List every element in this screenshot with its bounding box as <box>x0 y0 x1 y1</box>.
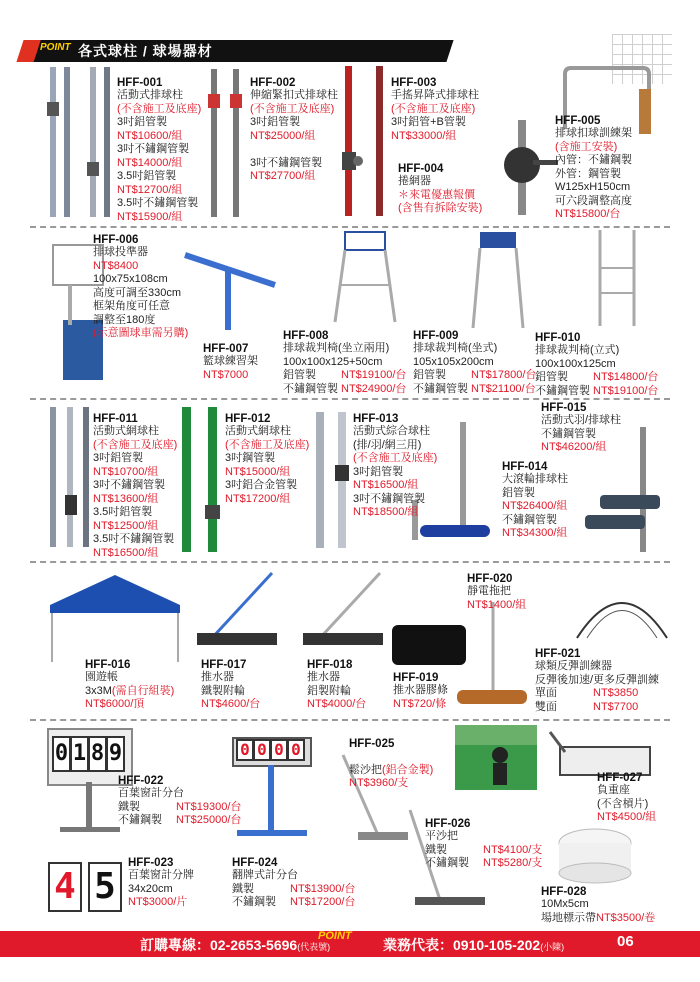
desc-line: 推水器 <box>201 671 234 683</box>
product-code: HFF-011 <box>93 413 138 425</box>
product-desc <box>203 355 258 382</box>
score-digit: 0 <box>270 739 288 761</box>
material-label: 鐵製 <box>425 843 447 856</box>
product-hff021 <box>535 648 659 714</box>
desc-line: 34x20cm <box>128 882 173 895</box>
product-code: HFF-005 <box>555 115 601 127</box>
price: NT$6000/頂 <box>85 698 145 710</box>
product-hff016 <box>85 659 174 712</box>
price: NT$25000/台 <box>176 814 242 826</box>
desc-line: 100x100x125cm <box>535 357 616 370</box>
product-desc <box>535 344 658 398</box>
desc-line: 活動式網球柱 <box>225 425 291 437</box>
price: NT$19100/台 <box>341 369 407 381</box>
desc-line: 內管：不鏽鋼製 <box>555 154 632 166</box>
product-code: HFF-018 <box>307 659 353 671</box>
desc-line: 調整至180度 <box>93 313 156 326</box>
order-phone-note: (代表號) <box>297 942 331 952</box>
desc-line: 高度可調至330cm <box>93 286 182 299</box>
desc-text: 3x3M <box>85 684 112 697</box>
section-divider <box>30 719 670 721</box>
desc-line: 籃球練習架 <box>203 355 258 367</box>
material-label: 不鏽鋼製 <box>118 814 162 826</box>
footer-logo: POINT <box>318 930 352 942</box>
desc-line: 平沙把 <box>425 830 458 842</box>
price-or-note: ＊來電優惠報價 <box>398 188 475 201</box>
product-code: HFF-009 <box>413 330 459 342</box>
product-hff010 <box>535 332 658 398</box>
price-or-note: NT$12700/組 <box>117 183 183 196</box>
desc-highlight: (需自行組裝) <box>111 684 175 697</box>
price-or-note: NT$4500/組 <box>597 811 657 823</box>
tennis-post-green-image <box>178 405 228 553</box>
product-code: HFF-015 <box>541 402 587 414</box>
desc-line: 不鏽鋼管製 <box>502 513 557 526</box>
product-desc <box>307 671 366 712</box>
section-divider <box>30 398 670 400</box>
product-code: HFF-020 <box>467 573 513 585</box>
price-or-note: NT$7000 <box>203 368 249 381</box>
desc-line: 排球扣球訓練架 <box>555 127 632 139</box>
product-hff024 <box>232 857 355 910</box>
product-desc <box>283 342 406 396</box>
basketball-rack-image <box>175 245 285 335</box>
price-row <box>413 369 536 383</box>
product-hff020 <box>467 573 526 612</box>
price-or-note: NT$25000/組 <box>250 129 316 142</box>
price-row <box>535 385 658 399</box>
desc-line: 負重座 <box>597 784 630 796</box>
training-photo-image <box>455 725 537 790</box>
price: NT$13900/台 <box>290 882 356 895</box>
desc-text: 鬆沙把 <box>349 763 382 776</box>
material-label: 鋁管製 <box>535 371 568 383</box>
product-hff002 <box>250 77 338 184</box>
price-or-note: NT$10600/組 <box>117 129 183 142</box>
crank-post-image <box>340 62 390 220</box>
volleyball-post-image <box>40 62 120 222</box>
desc-line: 3.5吋不鏽鋼管製 <box>117 197 199 209</box>
desc-line: 3吋鋁管製 <box>117 116 168 128</box>
product-desc <box>250 89 338 184</box>
desc-line: (排/羽/網三用) <box>353 438 422 451</box>
sales-phone-note: (小陳) <box>540 942 565 952</box>
product-code: HFF-025 <box>349 738 395 750</box>
price-or-note: NT$16500/組 <box>93 546 159 559</box>
price-or-note: (含售有拆除安裝) <box>398 202 483 214</box>
price-or-note: NT$27700/組 <box>250 170 316 182</box>
desc-line: 反彈後加速/更多反彈訓練 <box>535 673 660 686</box>
product-desc <box>117 89 201 224</box>
desc-line: 3吋鋁合金管製 <box>225 479 298 491</box>
product-hff019 <box>393 672 448 711</box>
spacer-line <box>349 750 433 764</box>
score-digit: 5 <box>88 862 122 912</box>
desc-line: 3.5吋不鏽鋼管製 <box>93 533 175 545</box>
material-label: 雙面 <box>535 700 557 713</box>
product-code: HFF-019 <box>393 672 439 684</box>
material-label: 鋁管製 <box>283 369 316 381</box>
desc-line: 大滾輪排球柱 <box>502 473 568 485</box>
product-desc <box>201 671 260 712</box>
price-or-note: NT$4000/台 <box>307 698 367 710</box>
product-hff018 <box>307 659 366 712</box>
material-label: 鐵製 <box>232 882 254 895</box>
desc-line: 球類反彈訓練器 <box>535 660 612 672</box>
price-or-note: NT$34300/組 <box>502 527 568 539</box>
product-hff012 <box>225 413 309 506</box>
product-desc <box>467 585 526 612</box>
price: NT$21100/台 <box>471 382 536 395</box>
material-label: 不鏽鋼製 <box>232 896 276 908</box>
desc-line: 可六段調整高度 <box>555 194 632 207</box>
desc-line <box>85 685 174 699</box>
product-hff008 <box>283 330 406 396</box>
product-desc <box>413 342 536 396</box>
price-or-note: NT$14000/組 <box>117 156 183 169</box>
desc-line: 3吋不鏽鋼管製 <box>353 492 426 505</box>
canopy-tent-image <box>40 570 190 665</box>
desc-text: 場地標示帶 <box>541 911 596 924</box>
desc-line: 鋁管製 <box>502 486 535 499</box>
desc-line: 3吋不鏽鋼管製 <box>117 143 190 155</box>
marking-tape-image <box>555 823 635 885</box>
desc-line: 100x75x108cm <box>93 273 168 285</box>
sales-phone-label: 業務代表：0910-105-202 <box>383 937 541 953</box>
price: NT$24900/台 <box>341 382 407 395</box>
price-or-note: NT$18500/組 <box>353 506 419 518</box>
static-mop-image <box>455 600 530 710</box>
section-divider <box>30 561 670 563</box>
price-or-note: NT$26400/組 <box>502 500 568 512</box>
product-hff025 <box>349 738 433 791</box>
product-code: HFF-001 <box>117 77 163 89</box>
product-code: HFF-016 <box>85 659 131 671</box>
price-or-note: NT$15900/組 <box>117 210 183 223</box>
price-or-note: (不含施工及底座) <box>391 102 476 115</box>
product-code: HFF-013 <box>353 413 399 425</box>
price-row <box>425 857 542 871</box>
desc-line: 3吋不鏽鋼管製 <box>250 156 323 169</box>
section-title: 各式球柱 / 球場器材 <box>78 43 213 59</box>
price: NT$4100/支 <box>483 843 543 856</box>
product-code: HFF-021 <box>535 648 581 660</box>
material-label: 鋁管製 <box>413 369 446 381</box>
price-row <box>118 814 241 828</box>
price: NT$14800/台 <box>593 371 659 383</box>
sales-phone <box>383 935 564 955</box>
price-or-note: (不含施工及底座) <box>353 452 438 464</box>
price: NT$17800/台 <box>471 369 537 381</box>
score-digit: 1 <box>70 736 89 772</box>
product-desc <box>535 660 659 714</box>
product-code: HFF-003 <box>391 77 437 89</box>
desc-line: 105x105x200cm <box>413 355 494 368</box>
product-desc <box>232 869 355 910</box>
desc-line: 鐵製附輪 <box>201 684 245 697</box>
desc-line: W125xH150cm <box>555 181 631 193</box>
product-desc <box>93 246 188 341</box>
product-desc <box>541 414 621 455</box>
desc-line: 園遊帳 <box>85 671 118 683</box>
product-hff005 <box>555 115 632 222</box>
product-hff027 <box>597 772 656 825</box>
desc-line: 3吋鋁管+B管製 <box>391 116 466 128</box>
referee-chair-seated-image <box>468 230 528 330</box>
product-hff009 <box>413 330 536 396</box>
product-code: HFF-014 <box>502 461 548 473</box>
desc-line: 3吋鋁管製 <box>250 116 301 128</box>
product-code: HFF-010 <box>535 332 581 344</box>
product-code: HFF-002 <box>250 77 296 89</box>
product-hff011 <box>93 413 177 560</box>
product-desc <box>425 830 542 871</box>
score-digit: 0 <box>253 739 271 761</box>
price-or-note: NT$8400 <box>93 259 139 272</box>
price-or-note: NT$12500/組 <box>93 519 159 532</box>
price-row <box>535 687 659 701</box>
product-code: HFF-026 <box>425 818 471 830</box>
product-hff023 <box>128 857 194 910</box>
telescopic-post-image <box>205 64 250 219</box>
price-or-note: NT$13600/組 <box>93 492 159 505</box>
desc-line: (不含槓片) <box>597 797 649 810</box>
product-desc <box>353 425 437 520</box>
price-or-note: (含施工安裝) <box>555 140 618 153</box>
desc-line: 3吋鋁管製 <box>353 465 404 478</box>
material-label: 不鏽鋼製 <box>425 857 469 869</box>
price-row <box>535 701 659 715</box>
product-hff003 <box>391 77 479 143</box>
product-hff014 <box>502 461 568 541</box>
spacer-line <box>250 143 338 157</box>
product-desc <box>541 898 655 925</box>
desc-line: 框架角度可任意 <box>93 300 170 312</box>
price-row <box>425 844 542 858</box>
product-hff007 <box>203 343 258 382</box>
desc-line: 3.5吋鋁管製 <box>93 506 153 518</box>
product-desc <box>349 750 433 791</box>
desc-line: 排球裁判椅(坐立兩用) <box>283 342 390 354</box>
price: NT$19300/台 <box>176 800 242 813</box>
product-hff026 <box>425 818 542 871</box>
desc-line: 排球裁判椅(立式) <box>535 344 620 356</box>
product-desc <box>93 425 177 560</box>
price-or-note: NT$17200/組 <box>225 492 291 505</box>
material-label: 單面 <box>535 687 557 699</box>
desc-line: 3吋不鏽鋼管製 <box>93 479 166 491</box>
desc-line <box>541 912 655 926</box>
price-or-note: NT$16500/組 <box>353 479 419 491</box>
desc-line: 不鏽鋼管製 <box>541 427 596 440</box>
product-code: HFF-004 <box>398 163 444 175</box>
desc-line: 活動式排球柱 <box>117 89 183 101</box>
price-or-note: (不含施工及底座) <box>225 438 310 451</box>
product-hff017 <box>201 659 260 712</box>
price-row <box>535 371 658 385</box>
material-label: 不鏽鋼管製 <box>535 384 590 397</box>
score-digit: 8 <box>88 736 107 772</box>
desc-line: 3吋鋼管製 <box>225 452 276 464</box>
product-code: HFF-008 <box>283 330 329 342</box>
price-row <box>232 883 355 897</box>
product-hff013 <box>353 413 437 520</box>
product-desc <box>502 473 568 541</box>
product-code: HFF-028 <box>541 886 587 898</box>
desc-line <box>349 764 433 778</box>
desc-line: 排球投準器 <box>93 246 148 258</box>
section-divider <box>30 226 670 228</box>
price-row <box>283 369 406 383</box>
material-label: 不鏽鋼管製 <box>413 382 468 395</box>
product-desc <box>118 787 241 828</box>
product-desc <box>555 127 632 222</box>
product-code: HFF-024 <box>232 857 278 869</box>
product-code: HFF-012 <box>225 413 271 425</box>
product-hff022 <box>118 775 241 828</box>
price-row <box>118 801 241 815</box>
product-hff028 <box>541 886 655 925</box>
price: NT$7700 <box>593 700 639 713</box>
score-digit: 9 <box>106 736 125 772</box>
desc-line: 3吋鋁管製 <box>93 452 144 464</box>
price-row <box>283 383 406 397</box>
desc-line: 活動式羽/排球柱 <box>541 414 622 426</box>
price-row <box>413 383 536 397</box>
tennis-post-image <box>45 405 95 550</box>
desc-line: 百葉窗計分牌 <box>128 869 194 881</box>
score-digit: 0 <box>52 736 71 772</box>
price: NT$3850 <box>593 687 639 699</box>
product-code: HFF-023 <box>128 857 174 869</box>
desc-line: 百葉窗計分台 <box>118 787 184 799</box>
rebounder-image <box>572 568 672 643</box>
referee-chair-standing-image <box>592 228 642 328</box>
price-or-note: (示意圖球車需另購) <box>93 327 189 339</box>
product-code: HFF-006 <box>93 234 139 246</box>
referee-chair-dual-image <box>330 230 400 325</box>
price: NT$17200/台 <box>290 896 356 908</box>
desc-line: 外管：鋼管製 <box>555 167 621 180</box>
score-digit: 0 <box>236 739 254 761</box>
score-digit: 4 <box>48 862 82 912</box>
product-desc <box>393 684 448 711</box>
price-or-note: NT$10700/組 <box>93 465 159 478</box>
desc-line: 捲網器 <box>398 175 431 187</box>
price-or-note: NT$33000/組 <box>391 129 457 142</box>
price: NT$19100/台 <box>593 384 659 397</box>
price-or-note: NT$1400/組 <box>467 598 527 611</box>
price-or-note: (不含施工及底座) <box>250 102 335 115</box>
product-desc <box>597 784 656 825</box>
material-label: 不鏽鋼管製 <box>283 382 338 395</box>
desc-line: 伸縮緊扣式排球柱 <box>250 89 338 101</box>
desc-line: 100x100x125+50cm <box>283 355 383 368</box>
product-desc <box>391 89 479 143</box>
desc-line: 活動式綜合球柱 <box>353 425 430 437</box>
price-row <box>232 896 355 910</box>
product-hff006 <box>93 234 188 341</box>
product-hff001 <box>117 77 201 224</box>
product-code: HFF-017 <box>201 659 247 671</box>
score-digit: 0 <box>287 739 305 761</box>
price: NT$720/條 <box>393 697 447 710</box>
desc-line: 10Mx5cm <box>541 898 589 910</box>
price-or-note: (不含施工及底座) <box>93 438 178 451</box>
product-code: HFF-007 <box>203 343 249 355</box>
multi-post-image <box>312 410 354 550</box>
product-desc <box>85 671 174 712</box>
price-or-note: NT$46200/組 <box>541 441 607 453</box>
price-or-note: NT$3000/片 <box>128 896 188 908</box>
desc-line: 手搖昇降式排球柱 <box>391 89 479 101</box>
brand-logo: POINT <box>40 42 71 53</box>
product-desc <box>128 869 194 910</box>
desc-line: 翻牌式計分台 <box>232 869 298 881</box>
net-winder-image <box>488 120 558 215</box>
product-hff015 <box>541 402 621 455</box>
material-label: 鐵製 <box>118 800 140 813</box>
desc-line: 3.5吋鋁管製 <box>117 170 177 182</box>
desc-highlight: (鋁合金製) <box>382 763 434 776</box>
price-or-note: NT$4600/台 <box>201 698 261 710</box>
order-phone-label: 訂購專線：02-2653-5696 <box>140 937 298 953</box>
price-or-note: NT$15000/組 <box>225 465 291 478</box>
order-phone <box>140 935 330 955</box>
desc-highlight: NT$3500/卷 <box>596 911 656 924</box>
flip-stand-image <box>232 765 312 845</box>
price-or-note: (不含施工及底座) <box>117 102 202 115</box>
desc-line: 鋁製附輪 <box>307 684 351 697</box>
price: NT$5280/支 <box>483 857 543 869</box>
desc-line: 靜電拖把 <box>467 585 511 597</box>
desc-line: 推水器膠條 <box>393 684 448 696</box>
water-pusher-iron-image <box>192 568 292 658</box>
desc-line: 推水器 <box>307 671 340 683</box>
page-number: 06 <box>617 933 634 950</box>
product-desc <box>398 175 482 216</box>
product-code: HFF-027 <box>597 772 643 784</box>
product-hff004 <box>398 163 482 216</box>
price-or-note: NT$15800/台 <box>555 208 621 220</box>
desc-line: 活動式網球柱 <box>93 425 159 437</box>
desc-line: 排球裁判椅(坐式) <box>413 342 498 354</box>
water-pusher-alu-image <box>295 568 395 658</box>
product-desc <box>225 425 309 506</box>
product-code: HFF-022 <box>118 775 164 787</box>
price: NT$3960/支 <box>349 777 409 789</box>
